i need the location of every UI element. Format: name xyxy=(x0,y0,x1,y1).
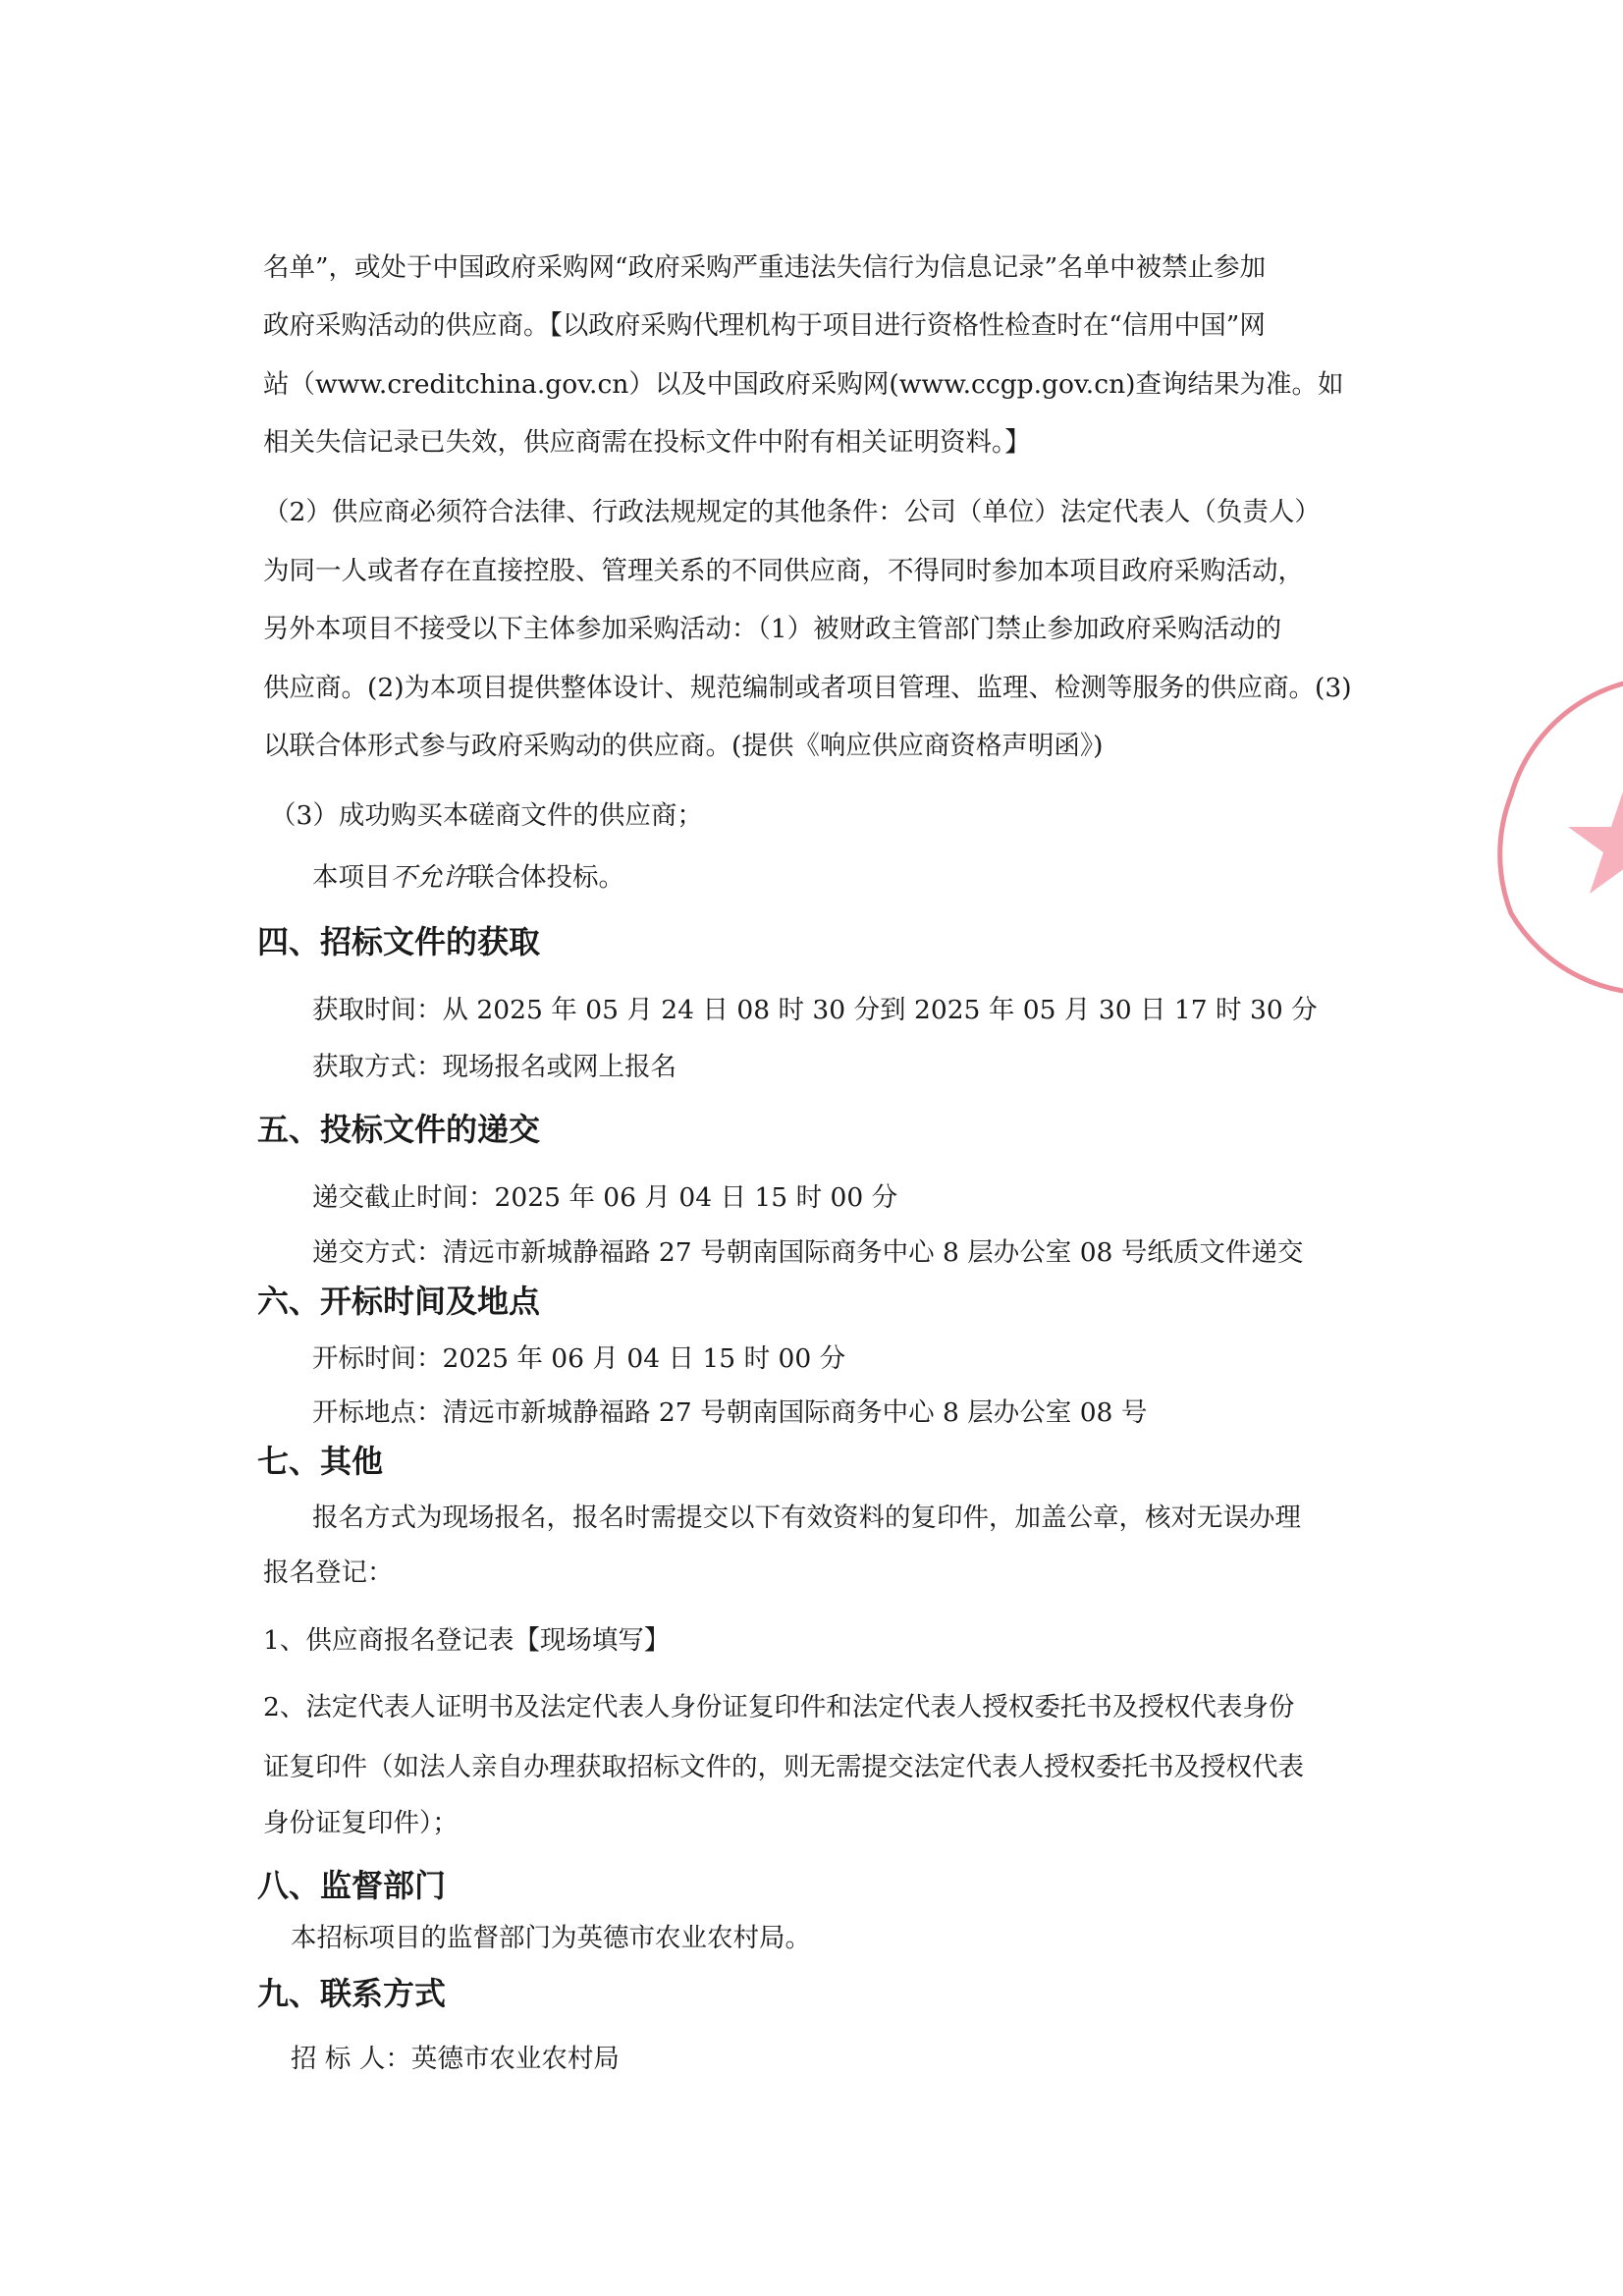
sec8-text: 本招标项目的监督部门为英德市农业农村局。 xyxy=(291,1923,811,1953)
body-line-4: 相关失信记录已失效，供应商需在投标文件中附有相关证明资料。】 xyxy=(263,427,1031,458)
sec7-item-1: 1、供应商报名登记表【现场填写】 xyxy=(263,1625,671,1656)
sec7-p2: 报名登记： xyxy=(263,1558,394,1588)
section-6-title: 六、开标时间及地点 xyxy=(257,1283,541,1320)
sec6-place: 开标地点：清远市新城静福路 27 号朝南国际商务中心 8 层办公室 08 号 xyxy=(312,1397,1148,1428)
sec7-p1: 报名方式为现场报名，报名时需提交以下有效资料的复印件，加盖公章，核对无误办理 xyxy=(312,1503,1301,1533)
sec6-time: 开标时间：2025 年 06 月 04 日 15 时 00 分 xyxy=(312,1343,846,1374)
body-line-7: 另外本项目不接受以下主体参加采购活动：（1）被财政主管部门禁止参加政府采购活动的 xyxy=(263,614,1282,644)
body-line-3: 站（www.creditchina.gov.cn）以及中国政府采购网(www.ccgp.gov.cn)查询结果为准。如 xyxy=(263,369,1344,400)
sec5-deadline: 递交截止时间：2025 年 06 月 04 日 15 时 00 分 xyxy=(312,1182,898,1213)
body-line-10: （3）成功购买本磋商文件的供应商； xyxy=(270,800,703,831)
sec5-method: 递交方式：清远市新城静福路 27 号朝南国际商务中心 8 层办公室 08 号纸质文件递交 xyxy=(312,1237,1304,1268)
section-9-title: 九、联系方式 xyxy=(257,1975,447,2012)
section-7-title: 七、其他 xyxy=(257,1443,384,1480)
body-line-5: （2）供应商必须符合法律、行政法规规定的其他条件：公司（单位）法定代表人（负责人） xyxy=(263,497,1321,527)
body-line-8: 供应商。(2)为本项目提供整体设计、规范编制或者项目管理、监理、检测等服务的供应商。(3) xyxy=(263,673,1352,703)
sec7-item-2b: 证复印件（如法人亲自办理获取招标文件的，则无需提交法定代表人授权委托书及授权代表 xyxy=(263,1752,1304,1782)
sec7-item-2a: 2、法定代表人证明书及法定代表人身份证复印件和法定代表人授权委托书及授权代表身份 xyxy=(263,1692,1295,1722)
sec7-item-2c: 身份证复印件）； xyxy=(263,1808,459,1838)
joint-bid-emphasis: 不允许 xyxy=(390,862,468,893)
body-line-2: 政府采购活动的供应商。【以政府采购代理机构于项目进行资格性检查时在“信用中国”网 xyxy=(263,310,1266,341)
joint-bid-prefix: 本项目 xyxy=(312,862,391,893)
official-seal-icon xyxy=(1497,658,1623,1011)
section-8-title: 八、监督部门 xyxy=(257,1867,447,1904)
body-line-1: 名单”，或处于中国政府采购网“政府采购严重违法失信行为信息记录”名单中被禁止参加 xyxy=(263,252,1267,283)
section-5-title: 五、投标文件的递交 xyxy=(257,1111,541,1148)
joint-bid-suffix: 联合体投标。 xyxy=(468,862,624,893)
section-4-title: 四、招标文件的获取 xyxy=(257,923,541,960)
joint-bid-line xyxy=(312,859,624,897)
sec4-time: 获取时间：从 2025 年 05 月 24 日 08 时 30 分到 2025 年 05 月 30 日 17 时 30 分 xyxy=(312,995,1318,1025)
sec9-tenderer: 招 标 人：英德市农业农村局 xyxy=(291,2044,620,2074)
sec4-method: 获取方式：现场报名或网上报名 xyxy=(312,1052,676,1082)
body-line-6: 为同一人或者存在直接控股、管理关系的不同供应商，不得同时参加本项目政府采购活动， xyxy=(263,556,1304,586)
body-line-9: 以联合体形式参与政府采购动的供应商。(提供《响应供应商资格声明函》) xyxy=(263,731,1104,761)
